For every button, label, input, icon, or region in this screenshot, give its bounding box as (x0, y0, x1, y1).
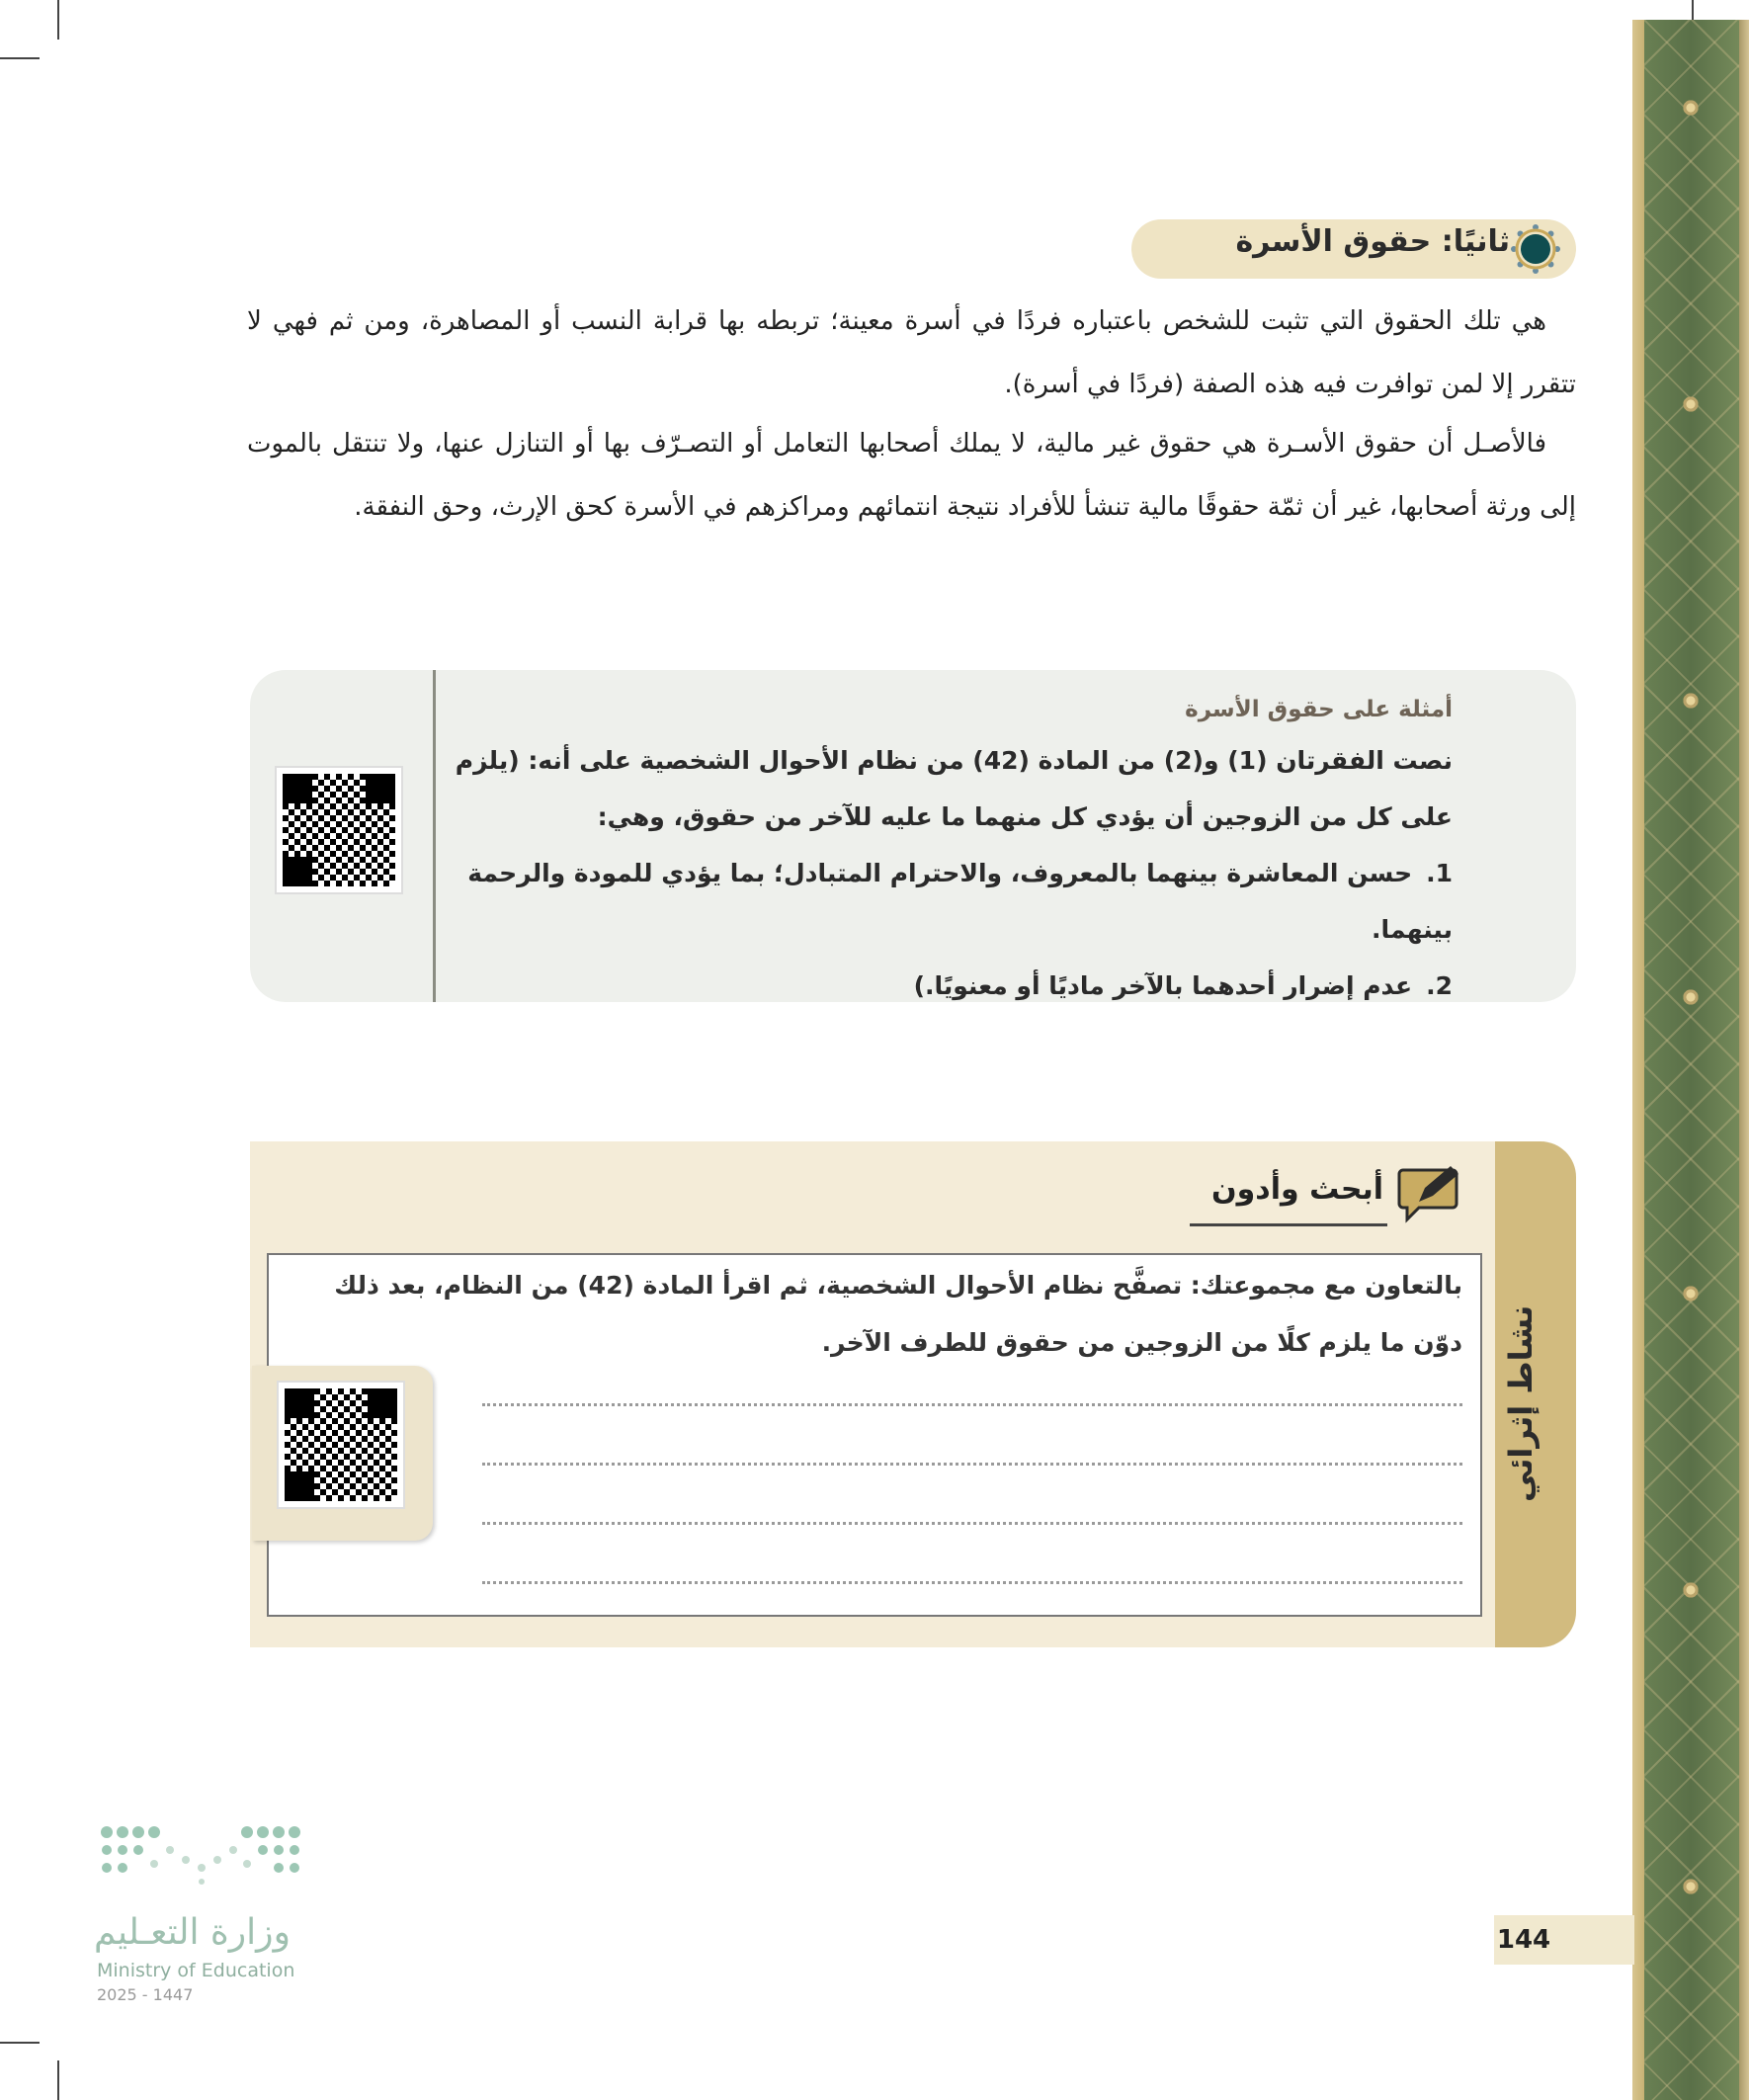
qr-code-icon[interactable] (275, 766, 403, 894)
answer-line[interactable] (482, 1581, 1462, 1584)
list-item (455, 958, 1453, 1014)
activity-instruction: بالتعاون مع مجموعتك: تصفَّح نظام الأحوال الشخصية، ثم اقرأ المادة (42) من النظام، بعد ذلك دوّن ما يلزم كلًا من الزوجين من حقوق للطرف الآخر. (334, 1271, 1462, 1357)
activity-tab-label: نشاط إثرائي (1502, 1304, 1540, 1502)
pencil-speech-bubble-icon (1397, 1162, 1462, 1223)
ministry-name-ar: وزارة التعـليم (94, 1912, 291, 1953)
crop-mark (57, 2060, 59, 2100)
paragraph-definition: هي تلك الحقوق التي تثبت للشخص باعتباره فردًا في أسرة معينة؛ تربطه بها قرابة النسب أو المصاهرة، ومن ثم فهي لا تتقرر إلا لمن توافرت فيه هذه الصفة (فردًا في أسرة). (247, 306, 1576, 399)
crop-mark (57, 0, 59, 40)
examples-title: أمثلة على حقوق الأسرة (1185, 697, 1453, 722)
ornament-icon (1682, 1581, 1700, 1599)
answer-line[interactable] (482, 1403, 1462, 1406)
activity-title-underline (1190, 1223, 1387, 1226)
ornament-icon (1682, 395, 1700, 413)
ministry-name-en: Ministry of Education (97, 1960, 295, 1981)
ornament-icon (1682, 99, 1700, 117)
list-item-number: 2. (1426, 971, 1453, 1000)
answer-line[interactable] (482, 1463, 1462, 1466)
ornament-icon (1682, 988, 1700, 1006)
list-item-text: عدم إضرار أحدهما بالآخر ماديًا أو معنويًا.) (913, 971, 1413, 1000)
list-item-text: حسن المعاشرة بينهما بالمعروف، والاحترام المتبادل؛ بما يؤدي للمودة والرحمة بينهما. (467, 859, 1453, 944)
qr-code-icon[interactable] (277, 1381, 405, 1509)
examples-content (455, 687, 1453, 1014)
ministry-logo-icon (99, 1824, 311, 1893)
ornament-icon (1682, 1878, 1700, 1895)
ministry-year: 2025 - 1447 (97, 1985, 194, 2004)
ornament-icon (1682, 692, 1700, 710)
page-number: 144 (1496, 1925, 1551, 1955)
crop-mark (0, 57, 40, 59)
examples-intro: نصت الفقرتان (1) و(2) من المادة (42) من نظام الأحوال الشخصية على أنه: (يلزم على كل من الزوجين أن يؤدي كل منهما ما عليه للآخر من حقوق، وهي: (455, 746, 1453, 831)
ornament-icon (1682, 1285, 1700, 1302)
crop-mark (0, 2042, 40, 2044)
examples-divider (433, 670, 436, 1002)
list-item-number: 1. (1426, 859, 1453, 887)
section-heading: ثانيًا: حقوق الأسرة (1235, 224, 1510, 259)
list-item (455, 845, 1453, 958)
rosette-badge-icon (1510, 223, 1561, 275)
answer-line[interactable] (482, 1522, 1462, 1525)
activity-title: أبحث وأدون (1211, 1172, 1383, 1207)
decorative-border (1632, 20, 1749, 2100)
paragraph-principle: فالأصـل أن حقوق الأسـرة هي حقوق غير مالية، لا يملك أصحابها التعامل أو التصـرّف بها أو التنازل عنها، ولا تنتقل بالموت إلى ورثة أصحابها، غير أن ثمّة حقوقًا مالية تنشأ للأفراد نتيجة انتمائهم ومراكزهم في الأسرة كحق الإرث، وحق النفقة. (247, 429, 1576, 522)
